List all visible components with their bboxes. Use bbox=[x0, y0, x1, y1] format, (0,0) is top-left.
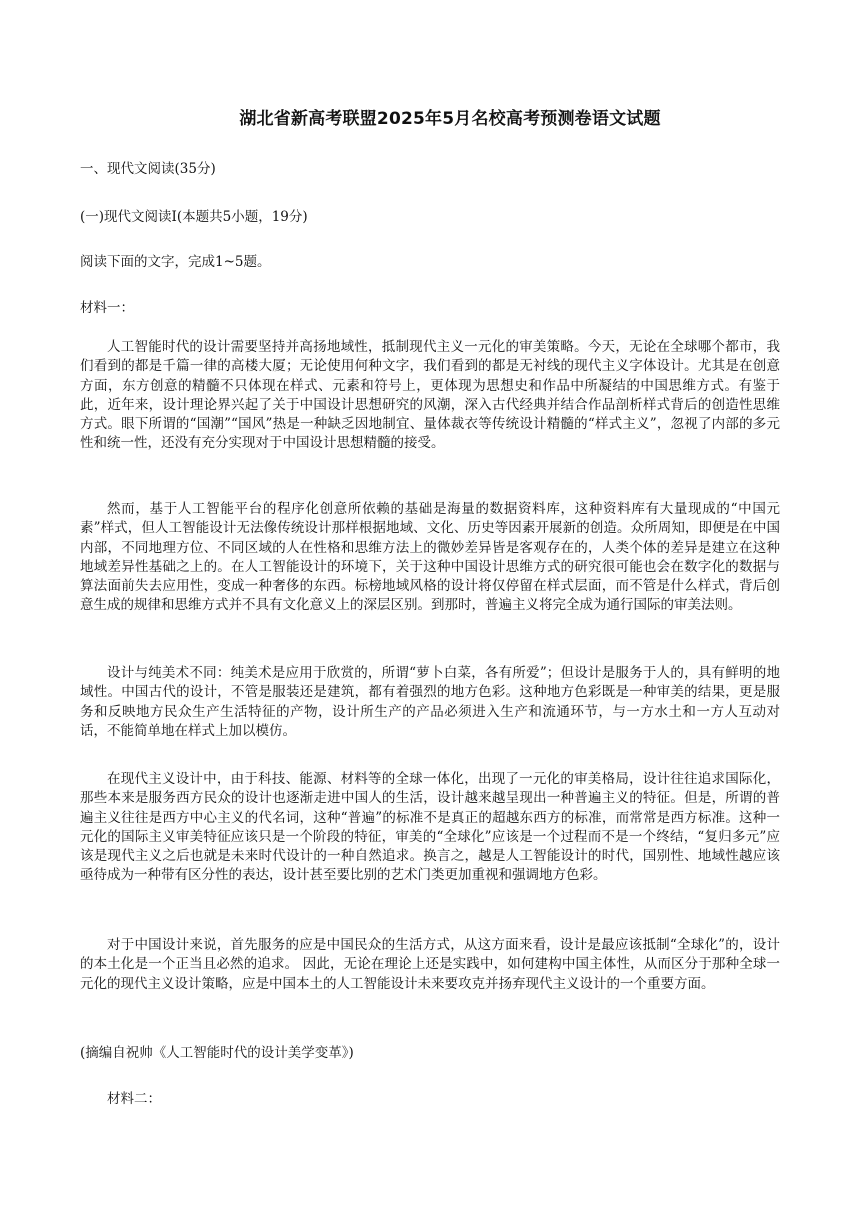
reading-instruction: 阅读下面的文字，完成1~5题。 bbox=[80, 254, 271, 270]
paragraph-1: 人工智能时代的设计需要坚持并高扬地域性，抵制现代主义一元化的审美策略。今天，无论在全球哪个都市，我们看到的都是千篇一律的高楼大厦；无论使用何种文字，我们看到的都是无衬线的现代主义字体设计。尤其是在创意方面，东方创意的精髓不只体现在样式、元素和符号上，更体现为思想史和作品中所凝结的中国思维方式。有鉴于此，近年来，设计理论界兴起了关于中国设计思想研究的风潮，深入古代经典并结合作品剖析样式背后的创造性思维方式。眼下所谓的“国潮”“国风”热是一种缺乏因地制宜、量体裁衣等传统设计精髓的“样式主义”，忽视了内部的多元性和统一性，还没有充分实现对于中国设计思想精髓的接受。 bbox=[80, 339, 780, 452]
paragraph-2: 然而，基于人工智能平台的程序化创意所依赖的基础是海量的数据资料库，这种资料库有大量现成的“中国元素”样式，但人工智能设计无法像传统设计那样根据地域、文化、历史等因素开展新的创造。众所周知，即便是在中国内部，不同地理方位、不同区域的人在性格和思维方法上的微妙差异皆是客观存在的，人类个体的差异是建立在这种地域差异性基础之上的。在人工智能设计的环境下，关于这种中国设计思维方式的研究很可能也会在数字化的数据与算法面前失去应用性，变成一种奢侈的东西。标榜地域风格的设计将仅停留在样式层面，而不管是什么样式，背后创意生成的规律和思维方式并不具有文化意义上的深层区别。到那时，普遍主义将完全成为通行国际的审美法则。 bbox=[80, 501, 780, 614]
section-heading: 一、现代文阅读(35分) bbox=[80, 161, 216, 177]
source-note: (摘编自祝帅《人工智能时代的设计美学变革》) bbox=[80, 1045, 354, 1061]
sub-heading: (一)现代文阅读Ⅰ(本题共5小题，19分) bbox=[80, 209, 308, 225]
paragraph-3: 设计与纯美术不同：纯美术是应用于欣赏的，所谓“萝卜白菜，各有所爱”；但设计是服务于人的，具有鲜明的地域性。中国古代的设计，不管是服装还是建筑，都有着强烈的地方色彩。这种地方色彩既是一种审美的结果，更是服务和反映地方民众生产生活特征的产物，设计所生产的产品必须进入生产和流通环节，与一方水土和一方人互动对话，不能简单地在样式上加以模仿。 bbox=[80, 665, 780, 739]
paragraph-4: 在现代主义设计中，由于科技、能源、材料等的全球一体化，出现了一元化的审美格局，设计往往追求国际化，那些本来是服务西方民众的设计也逐渐走进中国人的生活，设计越来越呈现出一种普遍主义的特征。但是，所谓的普遍主义往往是西方中心主义的代名词，这种“普遍”的标准不是真正的超越东西方的标准，而常常是西方标准。这种一元化的国际主义审美特征应该只是一个阶段的特征，审美的“全球化”应该是一个过程而不是一个终结，“复归多元”应该是现代主义之后也就是未来时代设计的一种自然追求。换言之，越是人工智能设计的时代，国别性、地域性越应该亟待成为一种带有区分性的表达，设计甚至要比别的艺术门类更加重视和强调地方色彩。 bbox=[80, 771, 780, 884]
material-one-label: 材料一： bbox=[80, 300, 134, 316]
exam-title: 湖北省新高考联盟2025年5月名校高考预测卷语文试题 bbox=[239, 109, 661, 129]
paragraph-5: 对于中国设计来说，首先服务的应是中国民众的生活方式，从这方面来看，设计是最应该抵制“全球化”的，设计的本土化是一个正当且必然的追求。 因此，无论在理论上还是实践中，如何建构中国主体性，从而区分于那种全球一元化的现代主义设计策略，应是中国本土的人工智能设计未来要攻克并扬弃现代主义设计的一个重要方面。 bbox=[80, 937, 780, 992]
material-two-label: 材料二： bbox=[107, 1091, 161, 1107]
